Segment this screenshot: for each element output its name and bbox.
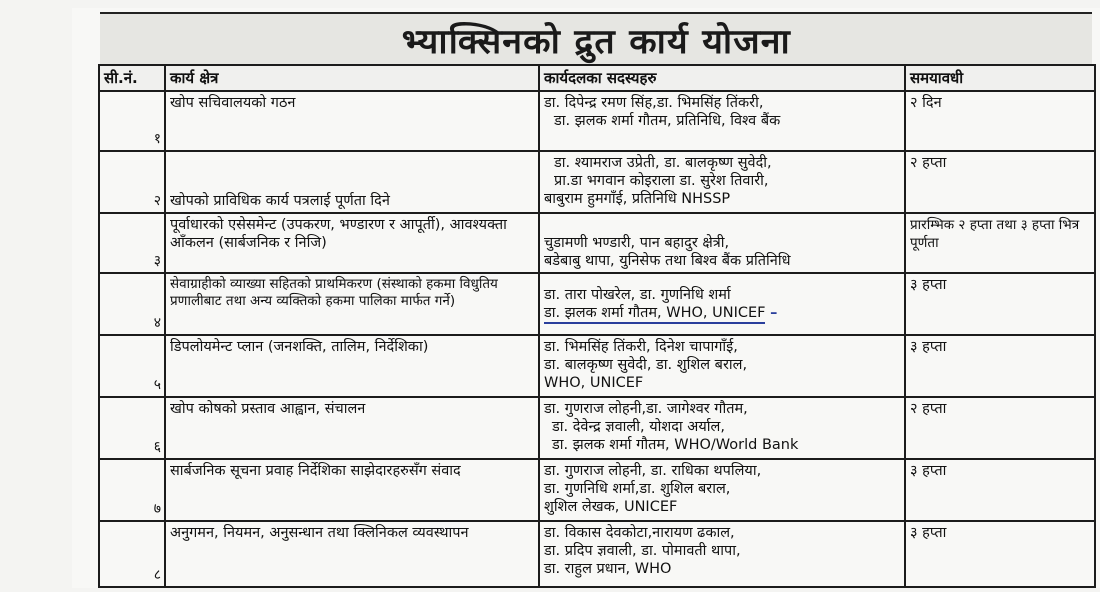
row-area: अनुगमन, नियमन, अनुसन्धान तथा क्लिनिकल व्यवस्थापन xyxy=(165,521,539,587)
row-area: खोप सचिवालयको गठन xyxy=(165,91,539,151)
title-bar xyxy=(100,12,1092,66)
member-line: डा. झलक शर्मा गौतम, WHO/World Bank xyxy=(552,437,799,453)
member-line: प्रा.डा भगवान कोइराला डा. सुरेश तिवारी, xyxy=(554,173,769,189)
table-row xyxy=(99,459,1095,521)
row-area: डिपलोयमेन्ट प्लान (जनशक्ति, तालिम, निर्देशिका) xyxy=(165,335,539,397)
member-line: डा. दिपेन्द्र रमण सिंह,डा. भिमसिंह तिंकरी, xyxy=(544,95,764,111)
row-duration: २ दिन xyxy=(905,91,1095,151)
row-duration: २ हप्ता xyxy=(905,151,1095,213)
member-line: चुडामणी भण्डारी, पान बहादुर क्षेत्री, xyxy=(544,235,730,251)
row-duration: ३ हप्ता xyxy=(905,273,1095,335)
row-number: २ xyxy=(99,151,165,213)
row-duration: ३ हप्ता xyxy=(905,521,1095,587)
table-row xyxy=(99,213,1095,273)
member-line: बाबुराम हुमगाँई, प्रतिनिधि NHSSP xyxy=(544,191,731,207)
row-members xyxy=(539,273,905,335)
row-number: १ xyxy=(99,91,165,151)
member-line: डा. गुणराज लोहनी, डा. राधिका थपलिया, xyxy=(544,463,762,479)
table-row xyxy=(99,273,1095,335)
pen-dash-mark: – xyxy=(770,305,778,321)
row-number: ८ xyxy=(99,521,165,587)
member-line: WHO, UNICEF xyxy=(544,375,644,391)
header-sn: सी.नं. xyxy=(99,65,165,91)
table-row xyxy=(99,151,1095,213)
member-line: डा. विकास देवकोटा,नारायण ढकाल, xyxy=(544,525,735,541)
row-members xyxy=(539,213,905,273)
row-members xyxy=(539,335,905,397)
member-line: डा. प्रदिप ज्ञवाली, डा. पोमावती थापा, xyxy=(544,543,741,559)
row-area: सेवाग्राहीको व्याख्या सहितको प्राथमिकरण (संस्थाको हकमा विधुतिय प्रणालीबाट तथा अन्य व्यक्तिको हकमा पालिका मार्फत गर्ने) xyxy=(165,273,539,335)
header-area: कार्य क्षेत्र xyxy=(165,65,539,91)
member-line: बडेबाबु थापा, युनिसेफ तथा बिश्व बैंक प्रतिनिधि xyxy=(544,253,791,269)
header-duration: समयावधी xyxy=(905,65,1095,91)
member-line: डा. तारा पोखरेल, डा. गुणनिधि शर्मा xyxy=(544,287,731,303)
header-row xyxy=(99,65,1095,91)
member-line: डा. भिमसिंह तिंकरी, दिनेश चापागाँई, xyxy=(544,339,738,355)
row-members xyxy=(539,397,905,459)
row-number: ५ xyxy=(99,335,165,397)
member-line: डा. गुणराज लोहनी,डा. जागेश्वर गौतम, xyxy=(544,401,748,417)
row-number: ४ xyxy=(99,273,165,335)
member-line: डा. बालकृष्ण सुवेदी, डा. शुशिल बराल, xyxy=(544,357,748,373)
row-members xyxy=(539,459,905,521)
row-number: ७ xyxy=(99,459,165,521)
row-number: ३ xyxy=(99,213,165,273)
table-row xyxy=(99,335,1095,397)
member-line: डा. झलक शर्मा गौतम, प्रतिनिधि, विश्व बैंक xyxy=(554,113,781,129)
action-plan-table xyxy=(98,64,1096,588)
member-line: डा. राहुल प्रधान, WHO xyxy=(544,561,672,577)
row-members xyxy=(539,151,905,213)
row-area: खोपको प्राविधिक कार्य पत्रलाई पूर्णता दिने xyxy=(165,151,539,213)
member-line: डा. देवेन्द्र ज्ञवाली, योशदा अर्याल, xyxy=(552,419,725,435)
row-area: पूर्वाधारको एसेसमेन्ट (उपकरण, भण्डारण र आपूर्ती), आवश्यक्ता आँकलन (सार्बजनिक र निजि) xyxy=(165,213,539,273)
table-row xyxy=(99,397,1095,459)
row-area: खोप कोषको प्रस्ताव आह्वान, संचालन xyxy=(165,397,539,459)
table-row xyxy=(99,521,1095,587)
table-row xyxy=(99,91,1095,151)
header-members: कार्यदलका सदस्यहरु xyxy=(539,65,905,91)
row-duration: ३ हप्ता xyxy=(905,335,1095,397)
row-duration: ३ हप्ता xyxy=(905,459,1095,521)
row-duration: २ हप्ता xyxy=(905,397,1095,459)
document-title: भ्याक्सिनको द्रुत कार्य योजना xyxy=(401,22,791,62)
row-number: ६ xyxy=(99,397,165,459)
underlined-member-text: डा. झलक शर्मा गौतम, WHO, UNICEF xyxy=(544,305,765,324)
member-line: शुशिल लेखक, UNICEF xyxy=(544,499,678,515)
member-line xyxy=(544,304,900,322)
member-line: डा. श्यामराज उप्रेती, डा. बालकृष्ण सुवेदी, xyxy=(554,155,772,171)
row-members xyxy=(539,91,905,151)
member-line: डा. गुणनिधि शर्मा,डा. शुशिल बराल, xyxy=(544,481,731,497)
row-members xyxy=(539,521,905,587)
row-area: सार्बजनिक सूचना प्रवाह निर्देशिका साझेदारहरुसँग संवाद xyxy=(165,459,539,521)
row-duration: प्रारम्भिक २ हप्ता तथा ३ हप्ता भित्र पूर्णता xyxy=(905,213,1095,273)
